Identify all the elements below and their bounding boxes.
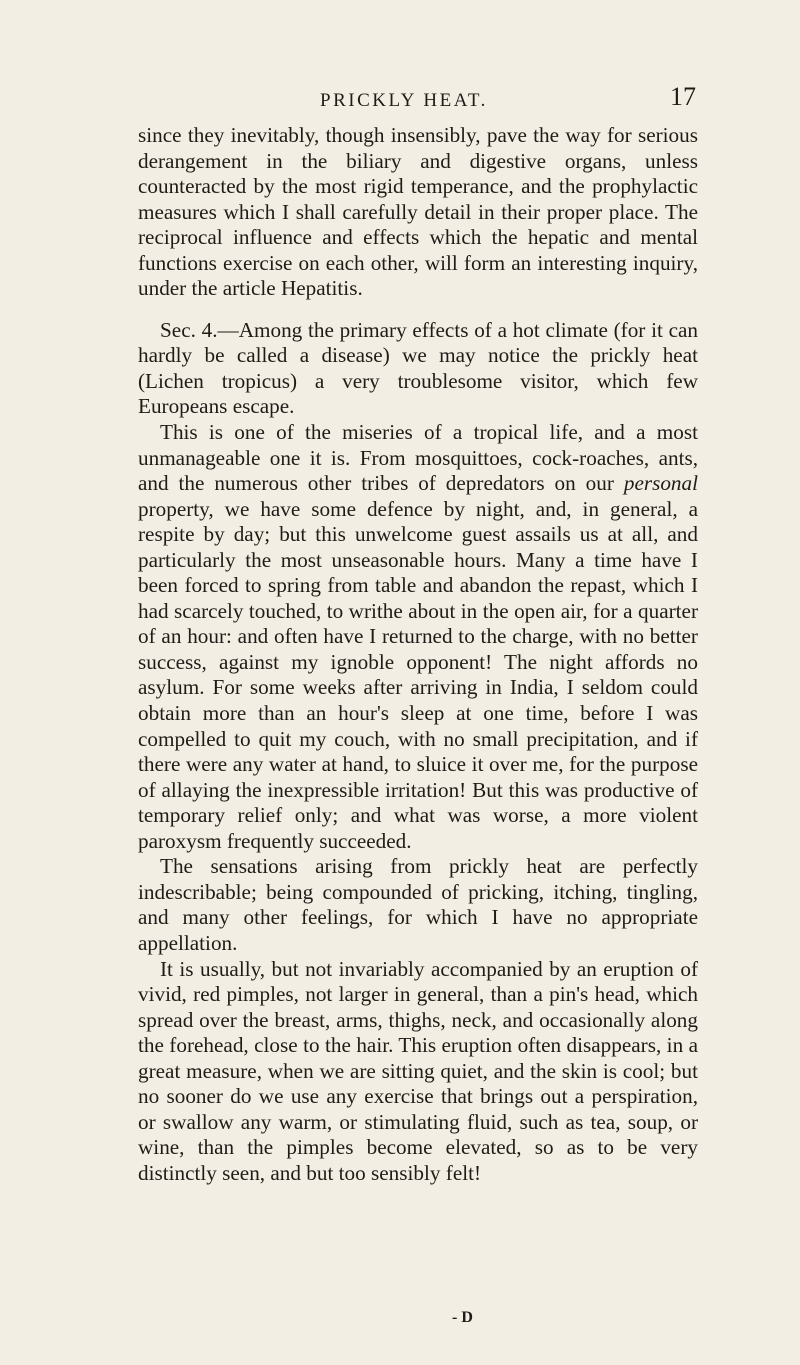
paragraph-sensations: The sensations arising from prickly heat are perfectly indescribable; being compounded of pricking, itching, tingling, and many other feelings, for which I have no appropriate appellation. xyxy=(138,854,698,955)
paragraph-miseries xyxy=(138,420,698,854)
paragraph-section-4: Sec. 4.—Among the primary effects of a hot climate (for it can hardly be called a disease) we may notice the prickly heat (Lichen tropicus) a very troublesome visitor, which few Europeans escape. xyxy=(138,317,698,419)
emphasis-personal: personal xyxy=(623,471,698,496)
paragraph-miseries-part-2: property, we have some defence by night, and, in general, a respite by day; but this unwelcome guest assails us at all, and particularly the most unseasonable hours. Many a time have I been forced to spring from table and abandon the repast, which I had scarcely touched, to writhe about in the open air, for a quarter of an hour: and often have I returned to the charge, with no better success, against my ignoble opponent! The night affords no asylum. For some weeks after arriving in India, I seldom could obtain more than an hour's sleep at one time, before I was compelled to quit my couch, with no small precipitation, and if there were any water at hand, to sluice it over me, for the purpose of allaying the inexpressible irritation! But this was productive of temporary relief only; and what was worse, a more violent paroxysm frequently succeeded. xyxy=(138,496,698,853)
signature-mark: - D xyxy=(452,1309,473,1326)
running-title: PRICKLY HEAT. xyxy=(320,90,488,111)
running-head xyxy=(0,82,800,118)
paragraph-eruption: It is usually, but not invariably accompanied by an eruption of vivid, red pimples, not larger in general, than a pin's head, which spread over the breast, arms, thighs, neck, and occasionally along the forehead, close to the hair. This eruption often disappears, in a great measure, when we are sitting quiet, and the skin is cool; but no sooner do we use any exercise that brings out a perspiration, or swallow any warm, or stimulating fluid, such as tea, soup, or wine, than the pimples become elevated, so as to be very distinctly seen, and but too sensibly felt! xyxy=(138,956,698,1185)
paragraph-miseries-part-1: This is one of the miseries of a tropical life, and a most unmanageable one it is. From mosquittoes, cock-roaches, ants, and the numerous other tribes of depredators on our xyxy=(138,420,698,496)
page-number: 17 xyxy=(670,82,696,111)
body-text xyxy=(138,123,698,1186)
paragraph-continuation: since they inevitably, though insensibly, pave the way for serious derangement in the biliary and digestive organs, unless counteracted by the most rigid temperance, and the prophylactic measures which I shall carefully detail in their proper place. The reciprocal influence and effects which the hepatic and mental functions exercise on each other, will form an interesting inquiry, under the article Hepatitis. xyxy=(138,123,698,301)
